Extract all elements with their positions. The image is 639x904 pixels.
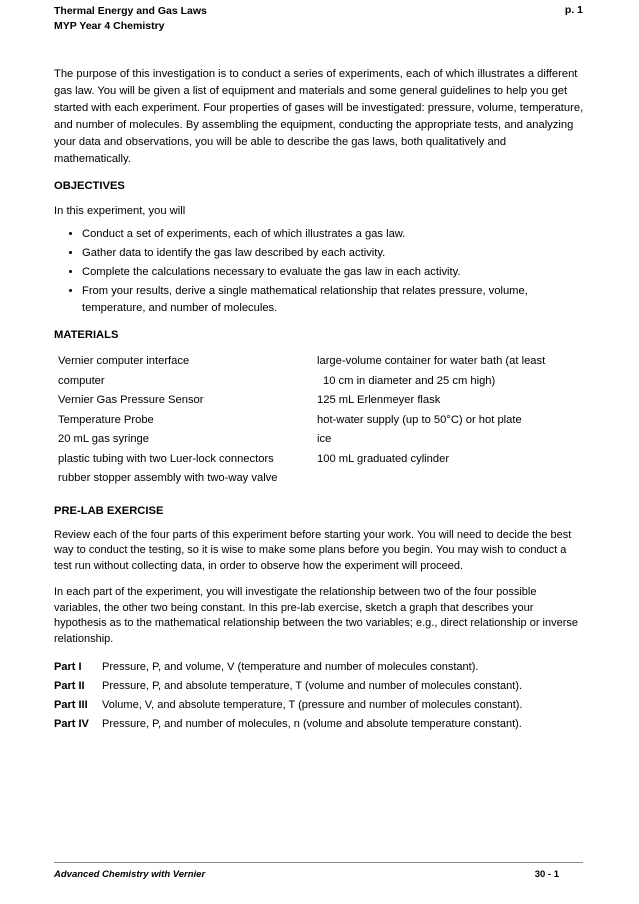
document-title: Thermal Energy and Gas Laws xyxy=(54,5,207,17)
material-item: rubber stopper assembly with two-way valve xyxy=(58,472,278,484)
footer-page-number: 30 - 1 xyxy=(534,869,559,880)
part-label: Part I xyxy=(54,661,82,673)
list-item: • From your results, derive a single mathematical relationship that relates pressure, volume, temperature, and number of molecules. xyxy=(82,283,584,317)
prelab-paragraph-1: Review each of the four parts of this experiment before starting your work. You will need to decide the best way to conduct the testing, so it is wise to make some plans before you begin. You may wish to conduct a test run without collecting data, in order to observe how the experiment will proceed. xyxy=(54,528,572,572)
materials-heading: MATERIALS xyxy=(54,329,119,341)
material-item: Vernier Gas Pressure Sensor xyxy=(58,394,204,406)
materials-left-column xyxy=(54,352,313,489)
material-item: plastic tubing with two Luer-lock connectors xyxy=(58,452,274,465)
header-page-number: p. 1 xyxy=(564,4,583,16)
page-body xyxy=(54,66,584,734)
part-text: Pressure, P, and absolute temperature, T (volume and number of molecules constant). xyxy=(102,680,523,692)
materials-table xyxy=(54,352,584,489)
material-item: 125 mL Erlenmeyer flask xyxy=(317,394,441,406)
prelab-paragraph-2: In each part of the experiment, you will investigate the relationship between two of the four possible variables, the other two being constant. In this pre-lab exercise, sketch a graph that describes your hypothesis as to the mathematical relationship between the two variables; e.g., direct relationship or inverse relationship. xyxy=(54,586,579,645)
part-label: Part II xyxy=(54,680,85,692)
part-label: Part III xyxy=(54,699,88,711)
part-text: Pressure, P, and number of molecules, n (volume and absolute temperature constant). xyxy=(102,718,522,730)
part-row xyxy=(54,677,584,696)
material-item: 20 mL gas syringe xyxy=(58,433,149,445)
material-item: large-volume container for water bath (at least xyxy=(317,355,546,367)
objectives-heading: OBJECTIVES xyxy=(54,180,125,192)
document-subtitle: MYP Year 4 Chemistry xyxy=(54,20,165,32)
part-text: Pressure, P, and volume, V (temperature and number of molecules constant). xyxy=(102,661,479,673)
material-item: hot-water supply (up to 50°C) or hot plate xyxy=(317,413,522,426)
objectives-lead: In this experiment, you will xyxy=(54,205,186,217)
materials-right-column xyxy=(313,352,572,489)
footer-divider xyxy=(54,862,583,863)
material-item: 100 mL graduated cylinder xyxy=(317,452,450,465)
material-item: Vernier computer interface xyxy=(58,355,190,367)
list-item: • Conduct a set of experiments, each of which illustrates a gas law. xyxy=(82,226,584,243)
footer-book-title: Advanced Chemistry with Vernier xyxy=(54,869,206,880)
material-item: Temperature Probe xyxy=(58,413,154,426)
objectives-list xyxy=(54,226,584,317)
page-header xyxy=(54,4,207,34)
list-item: • Gather data to identify the gas law described by each activity. xyxy=(82,245,584,262)
part-text: Volume, V, and absolute temperature, T (pressure and number of molecules constant). xyxy=(102,699,523,711)
parts-list xyxy=(54,658,584,734)
intro-paragraph: The purpose of this investigation is to conduct a series of experiments, each of which illustrates a different gas law. You will be given a list of equipment and materials and some general guidelines to help you get started with each experiment. Four properties of gases will be investigated: pressure, volume, temperature, and number of molecules. By assembling the equipment, conducting the appropriate tests, and analyzing your data and observations, you will be able to describe the gas laws, both qualitatively and mathematically. xyxy=(54,68,584,165)
part-row xyxy=(54,696,584,715)
part-row xyxy=(54,715,584,734)
list-item: • Complete the calculations necessary to evaluate the gas law in each activity. xyxy=(82,264,584,281)
material-item: ice xyxy=(317,433,332,445)
part-row xyxy=(54,658,584,677)
material-item: computer xyxy=(58,374,105,387)
part-label: Part IV xyxy=(54,718,89,730)
material-item: 10 cm in diameter and 25 cm high) xyxy=(323,374,496,387)
prelab-heading: PRE-LAB EXERCISE xyxy=(54,504,164,517)
